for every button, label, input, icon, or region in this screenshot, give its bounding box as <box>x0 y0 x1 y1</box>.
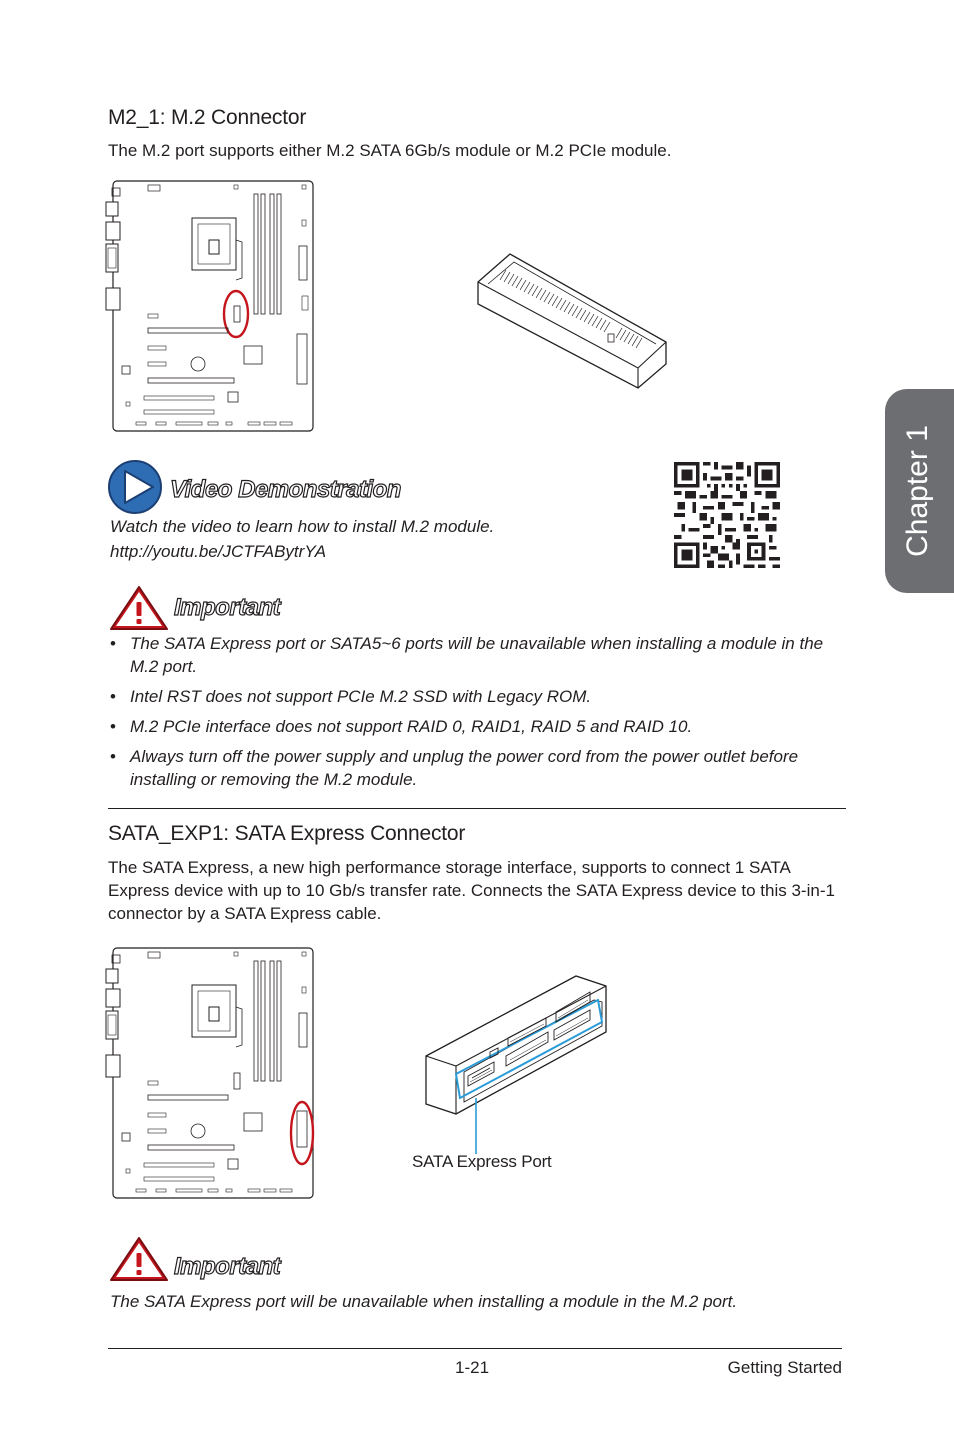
list-item-text: Always turn off the power supply and unplug the power cord from the power outlet before installing or removing the M.2 module. <box>130 747 799 789</box>
sata-express-port-label: SATA Express Port <box>412 1152 552 1171</box>
important-text-2: The SATA Express port will be unavailable when installing a module in the M.2 port. <box>110 1292 738 1311</box>
warning-icon <box>108 1235 170 1283</box>
chapter-tab[interactable] <box>885 389 954 593</box>
page-number: 1-21 <box>455 1358 490 1377</box>
divider <box>108 808 846 809</box>
section-title-m2: M2_1: M.2 Connector <box>108 106 307 129</box>
sata-express-connector-illustration <box>420 970 620 1160</box>
play-icon[interactable] <box>106 458 164 516</box>
footer-rule <box>108 1348 842 1349</box>
list-item: • Intel RST does not support PCIe M.2 SSD with Legacy ROM. <box>110 687 592 706</box>
qr-code-icon <box>674 462 780 568</box>
video-instruction: Watch the video to learn how to install M.2 module. <box>110 517 495 536</box>
section-description-m2: The M.2 port supports either M.2 SATA 6Gb/s module or M.2 PCIe module. <box>108 141 672 160</box>
video-url-link[interactable]: http://youtu.be/JCTFABytrYA <box>110 542 327 561</box>
list-item-text: M.2 PCIe interface does not support RAID 0, RAID1, RAID 5 and RAID 10. <box>130 717 693 736</box>
important-title-1: Important <box>174 594 281 621</box>
important-title-2: Important <box>174 1253 281 1280</box>
list-item: • M.2 PCIe interface does not support RAID 0, RAID1, RAID 5 and RAID 10. <box>110 717 693 736</box>
list-item: • The SATA Express port or SATA5~6 ports will be unavailable when installing a module in the M.2 port. <box>110 634 824 676</box>
chapter-tab-label: Chapter 1 <box>901 425 934 557</box>
footer-section-title: Getting Started <box>727 1358 842 1377</box>
list-item: • Always turn off the power supply and unplug the power cord from the power outlet before installing or removing the M.2 module. <box>110 747 799 789</box>
important-list-1 <box>108 632 838 798</box>
list-item-text: The SATA Express port or SATA5~6 ports will be unavailable when installing a module in the M.2 port. <box>130 634 824 676</box>
m2-connector-illustration <box>470 250 670 390</box>
list-item-text: Intel RST does not support PCIe M.2 SSD with Legacy ROM. <box>130 687 592 706</box>
section-description-sata-exp: The SATA Express, a new high performance storage interface, supports to connect 1 SATA Express device with up to 10 Gb/s transfer rate. Connects the SATA Express device to this 3-in-1 connector by a SATA Express cable. <box>108 858 835 923</box>
warning-icon <box>108 584 170 632</box>
motherboard-diagram-m2 <box>104 180 316 434</box>
section-title-sata-exp: SATA_EXP1: SATA Express Connector <box>108 822 466 845</box>
video-title: Video Demonstration <box>170 476 401 503</box>
motherboard-diagram-sata-exp <box>104 947 316 1201</box>
